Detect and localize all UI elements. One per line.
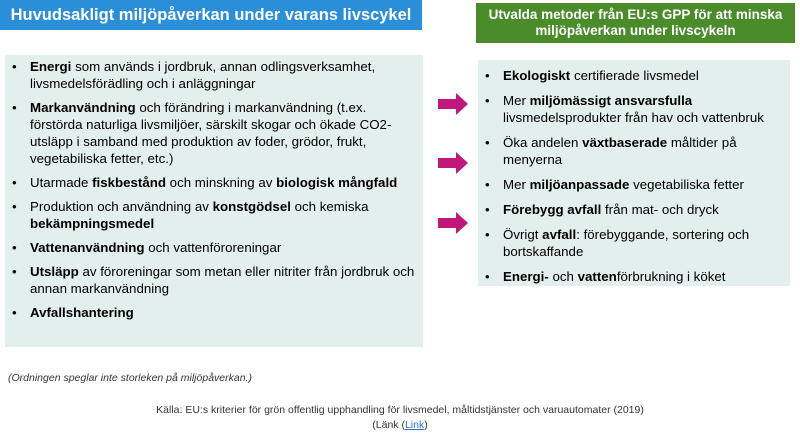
- list-item: [10, 99, 422, 167]
- bullet-icon: •: [485, 135, 490, 150]
- impact-list: [10, 58, 422, 328]
- item-bold-text: konstgödsel: [212, 199, 291, 214]
- list-item: [10, 263, 422, 297]
- list-item: [483, 226, 788, 260]
- item-bold-text: Markanvändning: [30, 100, 136, 115]
- list-item: [483, 268, 788, 285]
- item-text: förbrukning i köket: [616, 269, 726, 284]
- source-citation: [0, 403, 800, 433]
- item-text: certifierade livsmedel: [570, 68, 699, 83]
- bullet-icon: •: [12, 264, 17, 279]
- item-bold-text: biologisk mångfald: [276, 175, 398, 190]
- list-item: [10, 239, 422, 256]
- item-bold-text: avfall: [542, 227, 577, 242]
- bullet-icon: •: [12, 100, 17, 115]
- left-header-text: Huvudsakligt miljöpåverkan under varans livscykel: [10, 5, 412, 24]
- item-text: måltider på menyerna: [503, 135, 737, 167]
- source-text: Källa: EU:s kriterier för grön offentlig upphandling för livsmedel, måltidstjänster och varuautomater (2019): [156, 404, 644, 416]
- list-item: [10, 58, 422, 92]
- item-text: livsmedelsprodukter från hav och vattenbruk: [503, 110, 764, 125]
- link-suffix: ): [424, 419, 428, 431]
- arrow-right-icon: [436, 150, 470, 176]
- item-bold-text: Utsläpp: [30, 264, 79, 279]
- left-header: [0, 0, 422, 30]
- item-bold-text: växtbaserade: [582, 135, 668, 150]
- arrow-right-icon: [436, 91, 470, 117]
- bullet-icon: •: [12, 240, 17, 255]
- list-item: [483, 92, 788, 126]
- item-bold-text: Energi-: [503, 269, 549, 284]
- bullet-icon: •: [485, 93, 490, 108]
- list-item: [10, 304, 422, 321]
- method-list: [483, 67, 788, 293]
- item-text: från mat- och dryck: [601, 202, 719, 217]
- item-text: Mer: [503, 177, 530, 192]
- item-bold-text: fiskbestånd: [92, 175, 166, 190]
- item-text: och kemiska: [290, 199, 369, 214]
- bullet-icon: •: [485, 227, 490, 242]
- list-item: [483, 176, 788, 193]
- item-bold-text: miljömässigt ansvarsfulla: [529, 93, 693, 108]
- source-link[interactable]: Link: [404, 419, 425, 431]
- item-bold-text: Förebygg avfall: [503, 202, 602, 217]
- right-header: [476, 3, 795, 43]
- bullet-icon: •: [12, 199, 17, 214]
- arrow-right-icon: [436, 210, 470, 236]
- bullet-icon: •: [12, 59, 17, 74]
- item-text: och vattenföroreningar: [144, 240, 282, 255]
- item-bold-text: Ekologiskt: [503, 68, 571, 83]
- source-link-line: [0, 418, 800, 433]
- list-item: [10, 174, 422, 191]
- list-item: [483, 134, 788, 168]
- bullet-icon: •: [485, 202, 490, 217]
- right-header-text: Utvalda metoder från EU:s GPP för att minska miljöpåverkan under livscykeln: [488, 6, 783, 38]
- item-bold-text: Vattenanvändning: [30, 240, 145, 255]
- footnote: (Ordningen speglar inte storleken på miljöpåverkan.): [8, 372, 252, 384]
- bullet-icon: •: [485, 269, 490, 284]
- item-text: vegetabiliska fetter: [629, 177, 744, 192]
- item-text: och minskning av: [165, 175, 277, 190]
- link-prefix: (Länk (: [372, 419, 405, 431]
- list-item: [483, 67, 788, 84]
- item-text: som används i jordbruk, annan odlingsverksamhet, livsmedelsförädling och i anläggningar: [30, 59, 376, 91]
- bullet-icon: •: [12, 305, 17, 320]
- item-text: av föroreningar som metan eller nitriter från jordbruk och annan markanvändning: [30, 264, 415, 296]
- item-text: Produktion och användning av: [30, 199, 213, 214]
- item-text: och: [548, 269, 578, 284]
- item-bold-text: vatten: [577, 269, 617, 284]
- item-text: och förändring i markanvändning (t.ex. förstörda naturliga livsmiljöer, särskilt skogar och ökade CO2-utsläpp i samband med produktion av foder, grödor, frukt, vegetabiliska fetter, etc.): [30, 100, 392, 166]
- item-text: Mer: [503, 93, 530, 108]
- bullet-icon: •: [485, 68, 490, 83]
- item-text: : förebyggande, sortering och bortskaffande: [503, 227, 750, 259]
- bullet-icon: •: [485, 177, 490, 192]
- item-bold-text: Energi: [30, 59, 72, 74]
- item-bold-text: miljöanpassade: [529, 177, 630, 192]
- list-item: [483, 201, 788, 218]
- item-bold-text: bekämpningsmedel: [30, 216, 155, 231]
- list-item: [10, 198, 422, 232]
- item-text: Öka andelen: [503, 135, 583, 150]
- item-bold-text: Avfallshantering: [30, 305, 134, 320]
- bullet-icon: •: [12, 175, 17, 190]
- item-text: Övrigt: [503, 227, 543, 242]
- item-text: Utarmade: [30, 175, 93, 190]
